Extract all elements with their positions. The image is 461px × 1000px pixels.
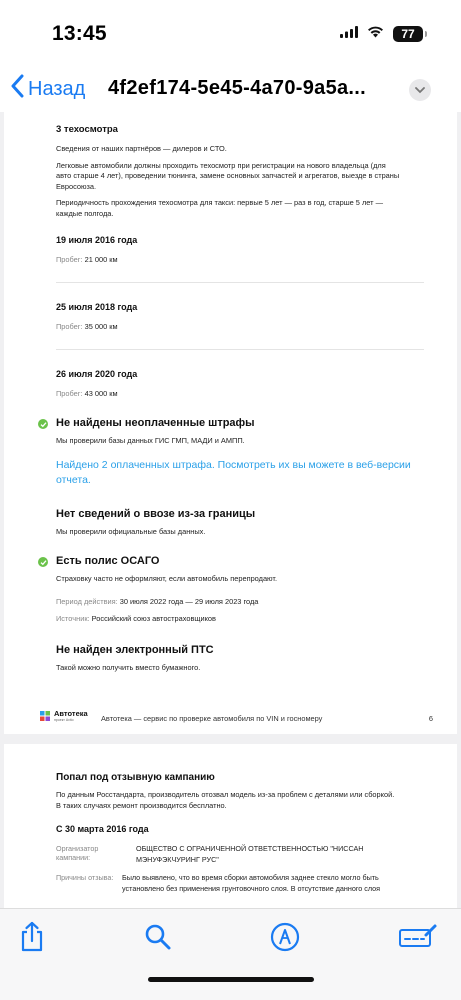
recall-section [56, 772, 426, 894]
period-label: Период действия: [56, 596, 118, 606]
brand-name: Автотека [54, 709, 88, 718]
bottom-toolbar [0, 908, 461, 1000]
inspection-section [56, 124, 426, 219]
record-date: 19 июля 2016 года [56, 235, 138, 245]
search-button[interactable] [144, 923, 174, 953]
section-title: Попал под отзывную кампанию [56, 772, 215, 783]
share-icon [18, 921, 46, 953]
mileage-value: 35 000 км [84, 322, 118, 331]
divider [56, 282, 424, 283]
section-text: авто старше 4 лет), проведении тюнинга, замене основных запчастей и агрегатов, выезде в страны [56, 171, 400, 180]
share-button[interactable] [18, 921, 48, 951]
report-page-6 [4, 112, 457, 734]
title-menu-button[interactable] [409, 79, 431, 101]
organizer-value: ОБЩЕСТВО С ОГРАНИЧЕННОЙ ОТВЕТСТВЕННОСТЬЮ "НИССАН [136, 844, 364, 853]
section-text: каждые полгода. [56, 208, 114, 218]
paid-fines-link[interactable] [56, 458, 426, 488]
mileage-value: 43 000 км [84, 389, 118, 398]
section-text: Такой можно получить вместо бумажного. [56, 663, 201, 672]
source-label: Источник: [56, 613, 90, 623]
section-text: Мы проверили базы данных ГИС ГМП, МАДИ и АМПП. [56, 436, 245, 445]
wifi-icon [367, 25, 384, 43]
brand-subtitle: проект Avito [54, 718, 74, 722]
link-text: отчета. [56, 473, 91, 486]
document-title: 4f2ef174-5e45-4a70-9a5a... [108, 77, 366, 99]
signature-icon [398, 923, 438, 949]
avtoteka-logo [40, 710, 88, 722]
organizer-value: МЭНУФЭКЧУРИНГ РУС" [136, 854, 219, 864]
osago-section [56, 555, 426, 623]
section-text: По данным Росстандарта, производитель отозвал модель из-за проблем с деталями или сборкой. [56, 790, 395, 799]
page-number: 6 [428, 714, 433, 723]
section-text: Сведения от наших партнёров — дилеров и СТО. [56, 144, 227, 153]
status-icons [340, 25, 423, 43]
section-title: Нет сведений о ввозе из-за границы [56, 508, 256, 520]
reason-row [56, 873, 426, 894]
recall-date: С 30 марта 2016 года [56, 824, 149, 834]
status-bar [0, 0, 461, 68]
report-page-7 [4, 744, 457, 908]
mileage-value: 21 000 км [84, 255, 118, 264]
section-text: Периодичность прохождения техосмотра для такси: первые 5 лет — раз в год, старше 5 лет — [56, 198, 383, 207]
mileage-label: Пробег: [56, 322, 83, 331]
inspection-record [56, 369, 426, 398]
check-icon [38, 419, 48, 429]
section-text: Страховку часто не оформляют, если автомобиль перепродают. [56, 574, 278, 583]
organizer-row [56, 844, 426, 865]
inspection-record [56, 302, 426, 331]
signature-button[interactable] [398, 923, 438, 953]
back-button[interactable] [10, 74, 85, 104]
section-title: Не найден электронный ПТС [56, 644, 214, 656]
reason-value: установлено без применения грунтовочного слоя. В отсутствие данного слоя [122, 883, 381, 893]
chevron-left-icon [10, 74, 24, 104]
markup-button[interactable] [270, 922, 300, 952]
link-text: Найдено 2 оплаченных штрафа. Посмотреть их вы можете в веб-версии [56, 458, 411, 471]
mileage-label: Пробег: [56, 255, 83, 264]
record-date: 26 июля 2020 года [56, 369, 138, 379]
section-title: 3 техосмотра [56, 124, 118, 135]
chevron-down-icon [415, 81, 425, 99]
battery-icon: 77 [393, 26, 423, 42]
record-date: 25 июля 2018 года [56, 302, 138, 312]
import-section [56, 508, 426, 538]
mileage-label: Пробег: [56, 389, 83, 398]
document-viewer[interactable] [0, 112, 461, 908]
reason-label: Причины отзыва: [56, 873, 114, 882]
section-title: Не найдены неоплаченные штрафы [56, 417, 255, 429]
search-icon [144, 923, 172, 951]
status-time: 13:45 [52, 22, 107, 45]
source-value: Российский союз автостраховщиков [91, 613, 216, 623]
avtoteka-logo-icon [40, 711, 50, 721]
section-title: Есть полис ОСАГО [56, 555, 160, 567]
back-label: Назад [28, 77, 86, 100]
markup-pen-icon [270, 922, 300, 952]
fines-section [56, 417, 426, 488]
check-icon [38, 557, 48, 567]
period-value: 30 июля 2022 года — 29 июля 2023 года [119, 596, 259, 606]
signal-icon [340, 25, 358, 43]
section-text: Евросоюза. [56, 181, 97, 191]
reason-value: Было выявлено, что во время сборки автомобиля заднее стекло могло быть [122, 873, 379, 882]
organizer-label: Организатор кампании: [56, 844, 99, 862]
section-text: Легковые автомобили должны проходить техосмотр при регистрации на нового владельца (для [56, 160, 386, 170]
home-indicator[interactable] [148, 977, 314, 982]
nav-bar [0, 68, 461, 112]
divider [56, 349, 424, 350]
section-text: Мы проверили официальные базы данных. [56, 527, 206, 536]
pts-section [56, 644, 426, 674]
footer-text: Автотека — сервис по проверке автомобиля по VIN и госномеру [101, 714, 323, 723]
inspection-record [56, 235, 426, 264]
section-text: В таких случаях ремонт производится бесплатно. [56, 800, 227, 810]
